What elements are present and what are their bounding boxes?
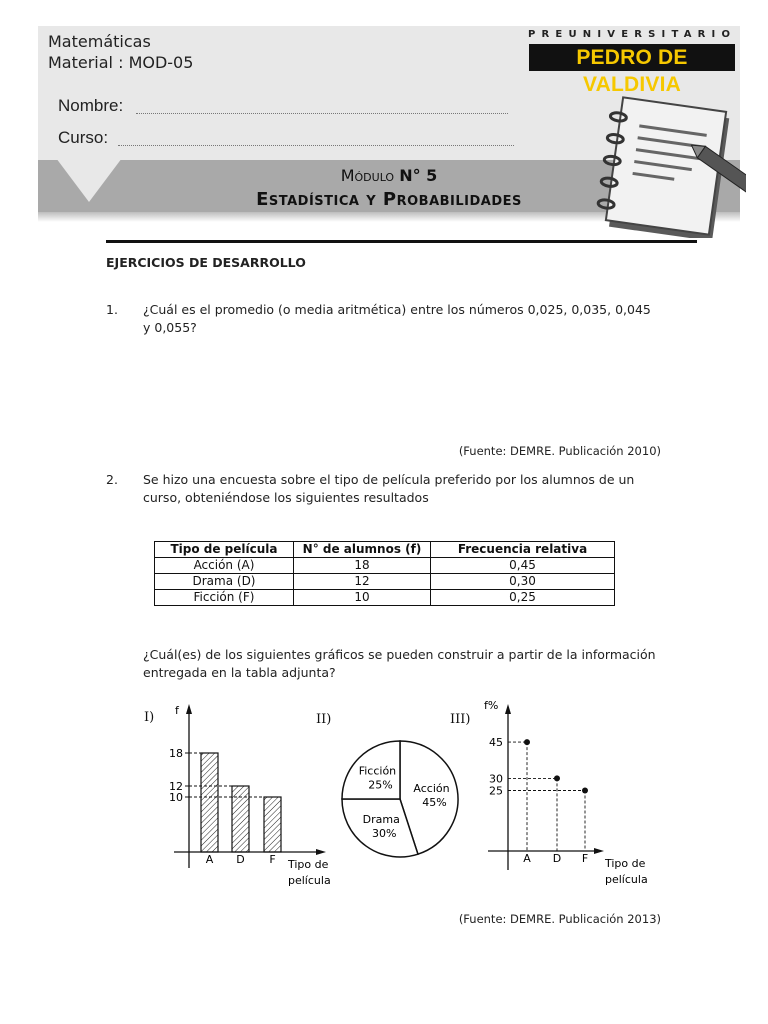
graph1-label: I) (144, 710, 155, 725)
table-row (155, 574, 615, 590)
graph3-x-axis-label-line1: Tipo de (605, 857, 646, 870)
table-header-row (155, 542, 615, 558)
graph2-slice-pct: 45% (422, 796, 447, 810)
table-header: N° de alumnos (f) (294, 542, 431, 558)
graph3-x-tick: D (552, 852, 562, 865)
course-line[interactable] (118, 145, 514, 146)
graph3-x-axis-label-line2: película (605, 873, 648, 886)
q2-source: (Fuente: DEMRE. Publicación 2013) (458, 912, 661, 926)
graph3-y-tick: 30 (489, 772, 503, 786)
graph3-point-chart (472, 695, 662, 895)
q2-line1: Se hizo una encuesta sobre el tipo de película preferido por los alumnos de un (143, 472, 635, 487)
material-label: Material : MOD-05 (48, 53, 194, 72)
q1-source: (Fuente: DEMRE. Publicación 2010) (458, 444, 661, 458)
graph2-label: II) (316, 712, 332, 727)
section-title: EJERCICIOS DE DESARROLLO (106, 255, 306, 270)
q2-question-line2: entregada en la tabla adjunta? (143, 665, 336, 680)
graph1-y-axis-label: f (175, 704, 179, 717)
brand-top-text: PREUNIVERSITARIO (528, 29, 737, 40)
course-label: Curso: (58, 128, 109, 147)
table-cell: 12 (294, 574, 431, 590)
table-cell: Acción (A) (155, 558, 294, 574)
graph3-label: III) (450, 712, 471, 727)
name-line[interactable] (136, 113, 508, 114)
graph3-x-tick: A (523, 852, 531, 865)
graph1-x-tick: D (236, 853, 245, 866)
table-cell: 0,30 (431, 574, 615, 590)
graph1-bar (232, 786, 249, 852)
graph2-slice-label: Acción (413, 782, 450, 796)
table-cell: Drama (D) (155, 574, 294, 590)
graph1-bar (264, 797, 281, 852)
film-table (154, 541, 615, 606)
graph3-x-tick: F (581, 852, 589, 865)
graph1-x-axis-label-line1: Tipo de (288, 858, 329, 871)
table-row (155, 558, 615, 574)
brand-logo: PEDRO DE VALDIVIA (529, 44, 735, 71)
q2-number: 2. (106, 472, 118, 487)
graph3-y-tick: 25 (489, 784, 503, 798)
table-cell: 0,25 (431, 590, 615, 606)
graph1-y-tick: 12 (169, 780, 183, 793)
graph1-bar (201, 753, 218, 852)
subject-label: Matemáticas (48, 32, 151, 51)
graph1-x-tick: F (269, 853, 276, 866)
graph1-y-tick: 10 (169, 791, 183, 804)
table-header: Tipo de película (155, 542, 294, 558)
graph1-bar-chart (160, 700, 340, 895)
section-rule (106, 240, 697, 243)
graph2-slice-pct: 30% (372, 826, 397, 840)
graph1-x-tick: A (205, 853, 214, 866)
module-number: Módulo N° 5 (340, 166, 438, 185)
graph3-y-axis-label: f% (484, 699, 499, 712)
table-cell: 18 (294, 558, 431, 574)
table-header: Frecuencia relativa (431, 542, 615, 558)
graph3-point (554, 775, 560, 781)
graph2-slice-pct: 25% (368, 778, 393, 792)
graph3-y-tick: 45 (489, 736, 503, 750)
table-row (155, 590, 615, 606)
name-label: Nombre: (58, 96, 124, 115)
table-cell: Ficción (F) (155, 590, 294, 606)
q2-line2: curso, obteniéndose los siguientes resultados (143, 490, 429, 505)
module-title: Estadística y Probabilidades (256, 189, 522, 210)
graph1-x-axis-label-line2: película (288, 874, 331, 887)
table-cell: 0,45 (431, 558, 615, 574)
graph1-y-tick: 18 (169, 747, 183, 760)
q2-question-line1: ¿Cuál(es) de los siguientes gráficos se pueden construir a partir de la información (143, 647, 656, 662)
table-cell: 10 (294, 590, 431, 606)
graph2-slice-label: Drama (362, 812, 400, 826)
q1-line2: y 0,055? (143, 320, 197, 335)
q1-number: 1. (106, 302, 118, 317)
graph3-point (582, 788, 588, 794)
q1-line1: ¿Cuál es el promedio (o media aritmética) entre los números 0,025, 0,035, 0,045 (143, 302, 651, 317)
graph3-point (524, 739, 530, 745)
graph2-pie-chart (336, 735, 466, 865)
graph2-slice-label: Ficción (358, 764, 397, 778)
